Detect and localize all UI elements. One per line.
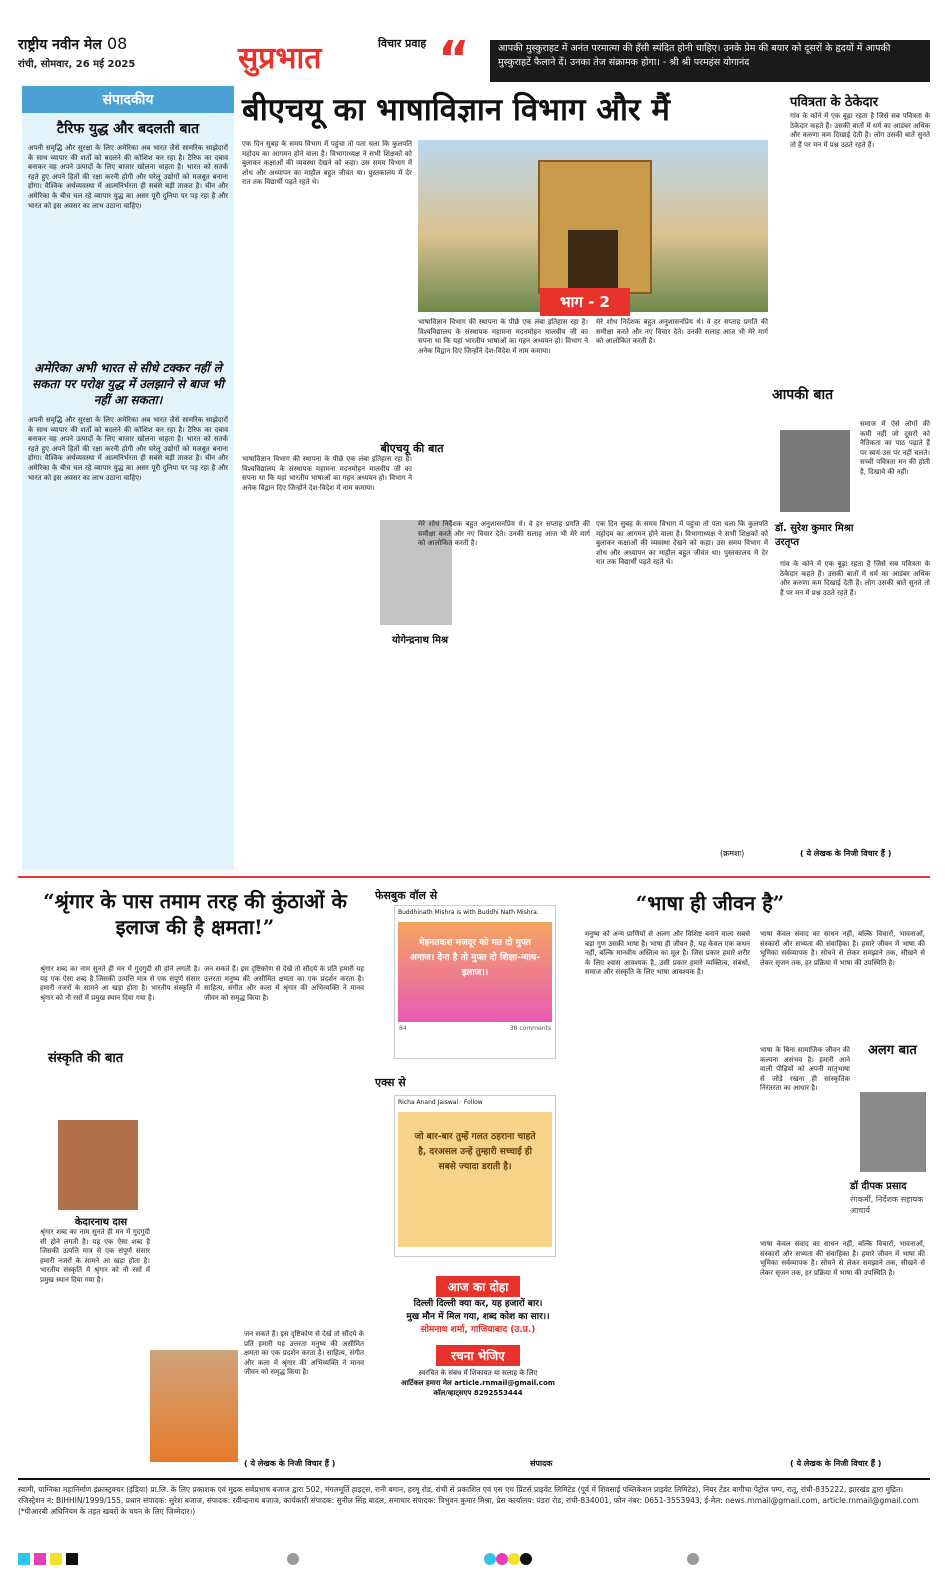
right-note: ( ये लेखक के निजी विचार हैं ) [800, 849, 892, 858]
doha-author: सोमनाथ शर्मा, गाजियाबाद (उ.प्र.) [420, 1325, 536, 1335]
main-article-col-1: एक दिन सुबह के समय विभाग में पहुंचा तो पता चला कि कुलपति महोदय का आगमन होने वाला है। विभागाध्यक्ष ने सभी शिक्षकों को बुलाकर कक्षाओं की व्यवस्था देखने को कहा। उस समय विभाग में शोध और अध्यापन का माहौल बहुत जीवंत था। पुस्तकालय में देर रात तक विद्यार्थी पढ़ते रहते थे। [242, 140, 412, 187]
x-label: एक्स से [375, 1076, 406, 1089]
language-column-label: अलग बात [868, 1043, 917, 1058]
main-headline: बीएचयू का भाषाविज्ञान विभाग और मैं [242, 92, 670, 128]
brand-logo [238, 38, 358, 84]
language-body-3: भाषा के बिना सामाजिक जीवन की कल्पना असंभव है। हमारी आने वाली पीढ़ियों को अपनी मातृभाषा से जोड़े रखना ही सांस्कृतिक निरंतरता का आधार है। [760, 1046, 850, 1093]
editorial-label: संपादकीय [22, 86, 234, 113]
fb-comments: 38 comments [509, 1025, 551, 1032]
main-author: योगेन्द्रनाथ मिश्र [391, 635, 449, 646]
date-line: रांची, सोमवार, 26 मई 2025 [18, 59, 136, 70]
editor-label: संपादक [530, 1459, 553, 1468]
rachna-label: रचना भेजिए [436, 1345, 520, 1366]
culture-author-photo [58, 1120, 138, 1210]
paper-name: राष्ट्रीय नवीन मेल [18, 37, 102, 53]
editorial-body: अपनी समृद्धि और सुरक्षा के लिए अमेरिका अब भारत जैसे सामरिक साझेदारों के साथ व्यापार की शर्तों को बदलने की कोशिश कर रहा है। टैरिफ का दबाव बनाकर वह अपने उत्पादों के लिए बाजार खोलना चाहता है। भारत को सतर्क रहते हुए अपने हितों की रक्षा करनी होगी और घरेलू उद्योगों को मजबूत बनाना होगा। वैश्विक अर्थव्यवस्था में आत्मनिर्भरता ही सबसे बड़ी ताकत है। चीन और अमेरिका के बीच चल रहे व्यापार युद्ध का असर पूरी दुनिया पर पड़ रहा है और भारत को इस अवसर का लाभ उठाना चाहिए। [28, 144, 228, 210]
language-author-photo [860, 1092, 926, 1172]
culture-body-2: जन सकते हैं। इस दृष्टिकोण से देखें तो सौंदर्य के प्रति हमारी यह उत्तरता मनुष्य की असीमित क्षमता का एक प्रदर्शन करता है। साहित्य, संगीत और कला में श्रृंगार की अभिव्यक्ति ने मानव जीवन को समृद्ध किया है। [204, 965, 364, 1002]
language-body-4: भाषा केवल संवाद का साधन नहीं, बल्कि विचारों, भावनाओं, संस्कारों और सभ्यता की संवाहिका है। हमारे जीवन में भाषा की भूमिका सर्वव्यापक है। सोचने से लेकर समझाने तक, सीखने से लेकर सृजन तक, हर प्रक्रिया में भाषा की उपस्थिति है। [760, 1240, 925, 1277]
x-post [394, 1095, 556, 1257]
culture-body: श्रृंगार शब्द का नाम सुनते ही मन में गुदगुदी सी होने लगती है। यह एक ऐसा शब्द है जिसकी उत्पत्ति मात्र से एक संपूर्ण संसार हमारी नजरों के सामने आ खड़ा होता है। भारतीय संस्कृति में श्रृंगार को नौ रसों में प्रमुख स्थान दिया गया है। [40, 965, 200, 1002]
editorial-headline: टैरिफ युद्ध और बदलती बात [56, 121, 200, 137]
right-body: गांव के कोने में एक बूढ़ा रहता है जिसे सब पवित्रता के ठेकेदार कहते हैं। उसकी बातों में धर्म का आडंबर अधिक और करुणा कम दिखाई देती है। लोग उसकी बातें सुनते तो हैं पर मन में प्रश्न उठते रहते हैं। [790, 112, 930, 149]
fb-user: Buddhinath Mishra is with Buddhi Nath Mishra. [398, 909, 539, 916]
right-author-photo [780, 430, 850, 512]
right-author: डॉ. सुरेश कुमार मिश्रा उरतृप्त [775, 523, 854, 548]
x-user: Richa Anand Jaiswal · Follow [398, 1099, 483, 1106]
language-author: डॉ दीपक प्रसाद [850, 1181, 907, 1192]
page-number: 08 [106, 34, 128, 53]
facebook-post [394, 905, 556, 1059]
quote-mark-icon: “ [438, 31, 470, 87]
editorial-body-continued: अपनी समृद्धि और सुरक्षा के लिए अमेरिका अब भारत जैसे सामरिक साझेदारों के साथ व्यापार की शर्तों को बदलने की कोशिश कर रहा है। टैरिफ का दबाव बनाकर वह अपने उत्पादों के लिए बाजार खोलना चाहता है। भारत को सतर्क रहते हुए अपने हितों की रक्षा करनी होगी और घरेलू उद्योगों को मजबूत बनाना होगा। वैश्विक अर्थव्यवस्था में आत्मनिर्भरता ही सबसे बड़ी ताकत है। चीन और अमेरिका के बीच चल रहे व्यापार युद्ध का असर पूरी दुनिया पर पड़ रहा है और भारत को इस अवसर का लाभ उठाना चाहिए। [28, 416, 228, 482]
main-article-col-3b: एक दिन सुबह के समय विभाग में पहुंचा तो पता चला कि कुलपति महोदय का आगमन होने वाला है। विभागाध्यक्ष ने सभी शिक्षकों को बुलाकर कक्षाओं की व्यवस्था देखने को कहा। उस समय विभाग में शोध और अध्यापन का माहौल बहुत जीवंत था। पुस्तकालय में देर रात तक विद्यार्थी पढ़ते रहते थे। [596, 520, 768, 567]
right-headline: पवित्रता के ठेकेदार [790, 95, 879, 110]
footer-imprint [18, 1478, 930, 1517]
section-title: विचार प्रवाह [378, 37, 427, 50]
continued-note: (क्रमशः) [720, 849, 745, 858]
masthead [18, 34, 218, 70]
right-body-2: समाज में ऐसे लोगों की कमी नहीं जो दूसरों को नैतिकता का पाठ पढ़ाते हैं पर स्वयं उस पर नहीं चलते। सच्ची पवित्रता मन की होती है, दिखावे की नहीं। [860, 420, 930, 476]
main-article-col-1b: भाषाविज्ञान विभाग की स्थापना के पीछे एक लंबा इतिहास रहा है। विश्वविद्यालय के संस्थापक महामना मदनमोहन मालवीय जी का सपना था कि यहां भारतीय भाषाओं का गहन अध्ययन हो। विभाग ने अनेक विद्वान दिए जिन्होंने देश-विदेश में नाम कमाया। [242, 455, 412, 492]
color-swatches [18, 1550, 930, 1564]
right-column-label: आपकी बात [772, 387, 834, 403]
editorial-pull-quote: अमेरिका अभी भारत से सीधे टक्कर नहीं ले सकता पर परोक्ष युद्ध में उलझाने से बाज भी नहीं आ सकता। [32, 361, 224, 407]
rachna-text: स्वरचित के संबंध में शिकायत या सलाह के लिए [418, 1369, 538, 1377]
doha-label: आज का दोहा [436, 1276, 520, 1297]
culture-headline: “श्रृंगार के पास तमाम तरह की कुंठाओं के इलाज की है क्षमता!” [43, 889, 347, 939]
culture-author: केदारनाथ दास [74, 1217, 128, 1228]
part-label: भाग - 2 [540, 288, 630, 316]
rachna-email[interactable]: आर्टिकल हमारा मेल article.rnmail@gmail.com [400, 1379, 556, 1387]
x-image-text: जो बार-बार तुम्हें गलत ठहराना चाहते है, दरअसल उन्हें तुम्हारी सच्चाई ही सबसे ज्यादा डराती है। [398, 1112, 552, 1247]
culture-body-3: श्रृंगार शब्द का नाम सुनते ही मन में गुदगुदी सी होने लगती है। यह एक ऐसा शब्द है जिसकी उत्पत्ति मात्र से एक संपूर्ण संसार हमारी नजरों के सामने आ खड़ा होता है। भारतीय संस्कृति में श्रृंगार को नौ रसों में प्रमुख स्थान दिया गया है। [40, 1228, 150, 1284]
culture-photo [150, 1350, 238, 1462]
main-article-col-3: मेरे शोध निर्देशक बहुत अनुशासनप्रिय थे। वे हर सप्ताह प्रगति की समीक्षा करते और नए विचार देते। उनकी सलाह आज भी मेरे मार्ग को आलोकित करती है। [596, 318, 768, 346]
language-body-2: भाषा केवल संवाद का साधन नहीं, बल्कि विचारों, भावनाओं, संस्कारों और सभ्यता की संवाहिका है। हमारे जीवन में भाषा की भूमिका सर्वव्यापक है। सोचने से लेकर समझाने तक, सीखने से लेकर सृजन तक, हर प्रक्रिया में भाषा की उपस्थिति है। [760, 930, 925, 967]
doha-line-2: मुख मौन में मिल गया, शब्द कोश का सार।। [406, 1312, 550, 1322]
language-headline: “भाषा ही जीवन है” [635, 891, 785, 915]
language-note: ( ये लेखक के निजी विचार हैं ) [790, 1459, 882, 1468]
quote-banner: आपकी मुस्कुराहट में अनंत परमात्मा की हँसी स्पंदित होनी चाहिए। उनके प्रेम की बयार को दूसरों के हृदयों में आपकी मुस्कुराहटें फैलाने दें। उनका तेज संक्रामक होगा। - श्री श्री परमहंस योगानंद [490, 40, 930, 82]
culture-column-label: संस्कृति की बात [48, 1051, 124, 1066]
editorial-box [22, 86, 234, 870]
doha-line-1: दिल्ली दिल्ली क्या कर, यह हजारों बार। [413, 1299, 543, 1309]
gate-arch [568, 230, 618, 290]
imprint-text: स्वामी, याग्निका महानिर्माण इंफ्रास्ट्रक्चर (इंडिया) प्रा.लि. के लिए प्रकाशक एवं मुद्रक सर्वप्रभाष बजाज द्वारा 502, मंगलमूर्ति हाइट्स, रानी बगान, हरमू रोड, रांची से प्रकाशित एवं एस एच प्रिंटर्स प्राइवेट लिमिटेड (पूर्व में शिवसाई पब्लिकेशन प्राइवेट लिमिटेड), नियर टेंडर बागीचा पेट्रोल पम्प, रातू, रांची-835222, झारखंड द्वारा मुद्रित। रजिस्ट्रेशन नं: BIHHIN/1999/155, प्रधान संपादक: सुरेश बजाज, संपादक: रवीन्द्रनाथ बजाज, कार्यकारी संपादक: सुनील सिंह बादल, समाचार संपादक: त्रिभुवन कुमार मिश्रा, प्रेस कार्यालय: पंडरा रोड, रांची-834001, फोन नंबर: 0651-3553943, ई-मेल: news.rnmail@gmail.com, article.rnmail@gmail.com [18, 1485, 919, 1505]
rachna-phone: कॉल/व्हाट्सएप 8292553444 [433, 1389, 523, 1397]
bhu-column-label: बीएचयू की बात [380, 442, 444, 455]
fb-likes: 84 [399, 1025, 407, 1032]
culture-note: ( ये लेखक के निजी विचार हैं ) [244, 1459, 336, 1468]
right-body-3: गांव के कोने में एक बूढ़ा रहता है जिसे सब पवित्रता के ठेकेदार कहते हैं। उसकी बातों में धर्म का आडंबर अधिक और करुणा कम दिखाई देती है। लोग उसकी बातें सुनते तो हैं पर मन में प्रश्न उठते रहते हैं। [780, 560, 930, 597]
fb-image-text: मेहनतकश मजदूर को मत दो मुफ्त अनाज। देना है तो मुफ्त दो शिक्षा-न्याय-इलाज।। [398, 922, 552, 1022]
language-author-role: रंगकर्मी, निर्देशक सहायक आचार्य [850, 1195, 924, 1215]
main-article-col-2b: मेरे शोध निर्देशक बहुत अनुशासनप्रिय थे। वे हर सप्ताह प्रगति की समीक्षा करते और नए विचार देते। उनकी सलाह आज भी मेरे मार्ग को आलोकित करती है। [418, 520, 590, 548]
bhu-gate-photo [418, 140, 768, 312]
divider [18, 876, 930, 878]
brand-title: सुप्रभात [238, 41, 322, 76]
section-logo [378, 31, 470, 87]
language-body: मनुष्य को अन्य प्राणियों से अलग और विशिष्ट बनाने वाला सबसे बड़ा गुण उसकी भाषा है। भाषा ही जीवन है, यह केवल एक कथन नहीं, बल्कि मानवीय अस्तित्व का मूल है। जिस प्रकार हमारे शरीर के लिए श्वास आवश्यक है, उसी प्रकार हमारे व्यक्तित्व, संबंधों, समाज और संस्कृति के लिए भाषा आवश्यक है। [585, 930, 750, 977]
main-article-col-2: भाषाविज्ञान विभाग की स्थापना के पीछे एक लंबा इतिहास रहा है। विश्वविद्यालय के संस्थापक महामना मदनमोहन मालवीय जी का सपना था कि यहां भारतीय भाषाओं का गहन अध्ययन हो। विभाग ने अनेक विद्वान दिए जिन्होंने देश-विदेश में नाम कमाया। [418, 318, 588, 355]
disclaimer: (*पीआरबी अधिनियम के तहत खबरों के चयन के लिए जिम्मेदार।) [18, 1507, 196, 1516]
culture-body-4: जन सकते हैं। इस दृष्टिकोण से देखें तो सौंदर्य के प्रति हमारी यह उत्तरता मनुष्य की असीमित क्षमता का एक प्रदर्शन करता है। साहित्य, संगीत और कला में श्रृंगार की अभिव्यक्ति ने मानव जीवन को समृद्ध किया है। [244, 1330, 364, 1377]
facebook-label: फेसबुक वॉल से [375, 889, 438, 902]
